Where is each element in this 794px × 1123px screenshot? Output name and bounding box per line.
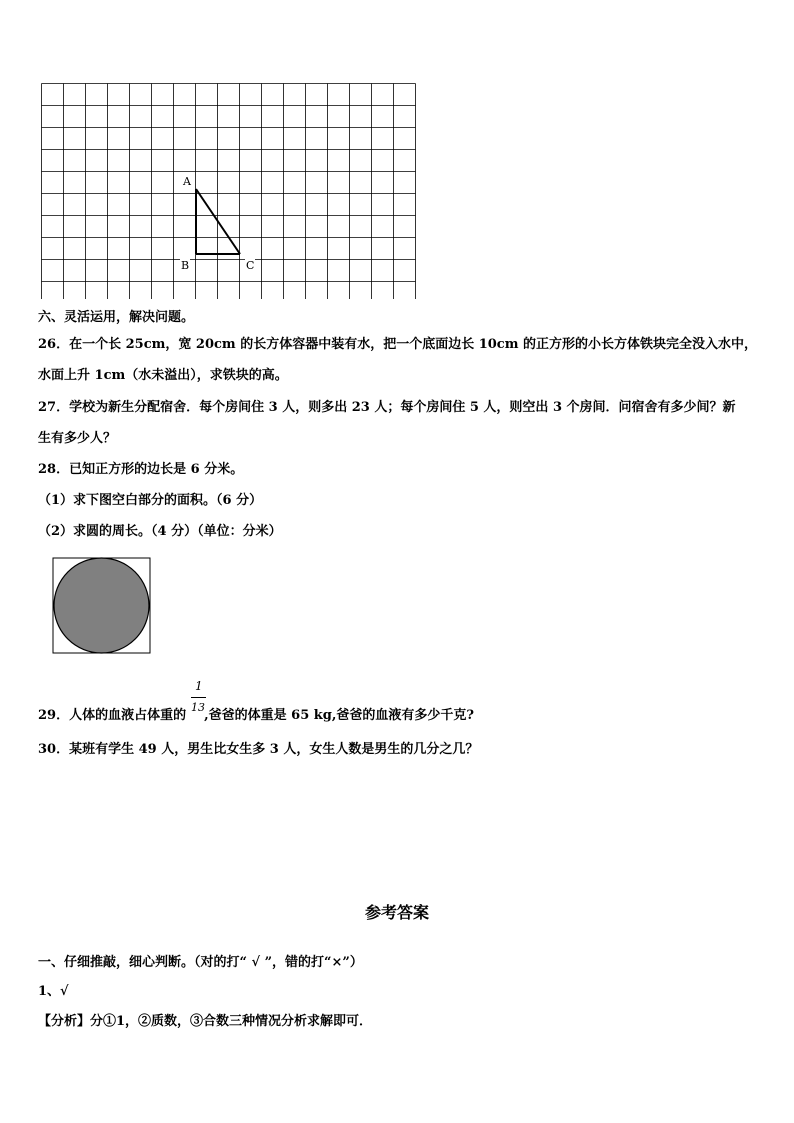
q28-sub2: （2）求圆的周长。（4 分）（单位：分米） [38,524,282,539]
q29-text-after: ,爸爸的体重是 65 kg,爸爸的血液有多少千克? [204,708,475,723]
answer-1-analysis: 【分析】分①1，②质数，③合数三种情况分析求解即可． [38,1014,373,1029]
point-c-label: C [246,259,255,272]
section6-heading: 六、灵活运用，解决问题。 [38,310,195,325]
answer-1: 1、√ [38,984,69,999]
point-a-label: A [183,175,191,188]
fraction-denominator: 13 [191,701,205,714]
shaded-circle [54,558,149,653]
q29-line [38,704,474,723]
triangle-side-ac [196,189,240,254]
q27-line2: 生有多少人？ [38,431,117,446]
grid-lines [42,84,416,300]
answers-section1: 一、仔细推敲，细心判断。（对的打“ √ ”，错的打“×”） [38,955,363,970]
q30-line: 30．某班有学生 49 人，男生比女生多 3 人，女生人数是男生的几分之几？ [38,742,479,757]
q26-line1: 26．在一个长 25cm，宽 20cm 的长方体容器中装有水，把一个底面边长 10cm 的正方形的小长方体铁块完全没入水中， [38,337,758,352]
q29-text-before: 29．人体的血液占体重的 [38,708,187,723]
circle-square-svg [52,557,152,655]
q27-line1: 27．学校为新生分配宿舍．每个房间住 3 人，则多出 23 人；每个房间住 5 人，则空出 3 个房间．问宿舍有多少间？新 [38,400,736,415]
fraction-bar [191,697,206,698]
fraction-numerator: 1 [195,679,203,693]
q28-sub1: （1）求下图空白部分的面积。（6 分） [38,493,263,508]
q26-line2: 水面上升 1cm（水未溢出），求铁块的高。 [38,368,288,383]
grid-figure [41,83,419,303]
grid-svg [41,83,419,299]
circle-square-figure [52,557,152,659]
answers-title: 参考答案 [364,903,429,922]
point-b-label: B [181,259,190,272]
q28-line1: 28．已知正方形的边长是 6 分米。 [38,462,244,477]
